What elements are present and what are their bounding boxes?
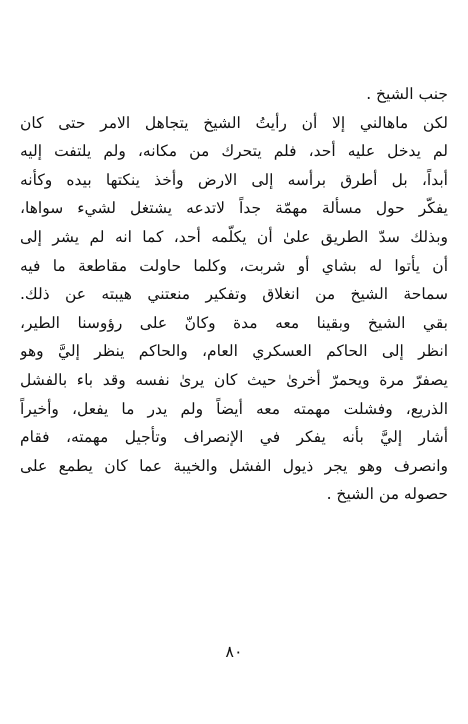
text-line: يصفرّ مرة ويحمرّ أخرىٰ حيث كان يرىٰ نفسه وقد باء بالفشل [20,370,448,389]
text-line: يفكّر حول مسألة مهمّة جداً لاتدعه يشتغل لشيء سواها، [20,199,448,218]
text-line: لكن ماهالني إلا أن رأيتُ الشيخ يتجاهل الامر حتى كان [20,113,448,132]
text-line: الذريع، وفشلت مهمته معه أيضاً ولم يدر ما يفعل، وأخيراً [20,399,448,418]
text-line: حصوله من الشيخ . [326,485,448,504]
text-line: بقي الشيخ وبقينا معه مدة وكانّ على رؤوسنا الطير، [20,313,448,332]
text-line: أبداً، بل أطرق برأسه إلى الارض وأخذ ينكتها بيده وكأنه [20,170,448,189]
text-line: انظر إلى الحاكم العسكري العام، والحاكم ينظر إليَّ وهو [20,342,448,361]
page-number: ٨٠ [225,642,243,661]
text-line: أشار إليَّ بأنه يفكر في الإنصراف وتأجيل مهمته، فقام [20,428,448,447]
body-text [20,80,448,509]
text-line: وانصرف وهو يجر ذيول الفشل والخيبة عما كان يطمع على [20,456,448,475]
text-line: جنب الشيخ . [366,85,448,103]
text-line: سماحة الشيخ من انغلاق وتفكير منعتني هيبته عن ذلك. [20,285,448,304]
text-line: أن يأتوا له بشاي أو شربت، وكلما حاولت مقاطعة ما فيه [20,256,448,275]
text-line: وبذلك سدّ الطريق علىٰ أن يكلّمه أحد، كما انه لم يشر إلى [20,227,448,246]
text-line: لم يدخل عليه أحد، فلم يتحرك من مكانه، ولم يلتفت إليه [20,142,448,161]
